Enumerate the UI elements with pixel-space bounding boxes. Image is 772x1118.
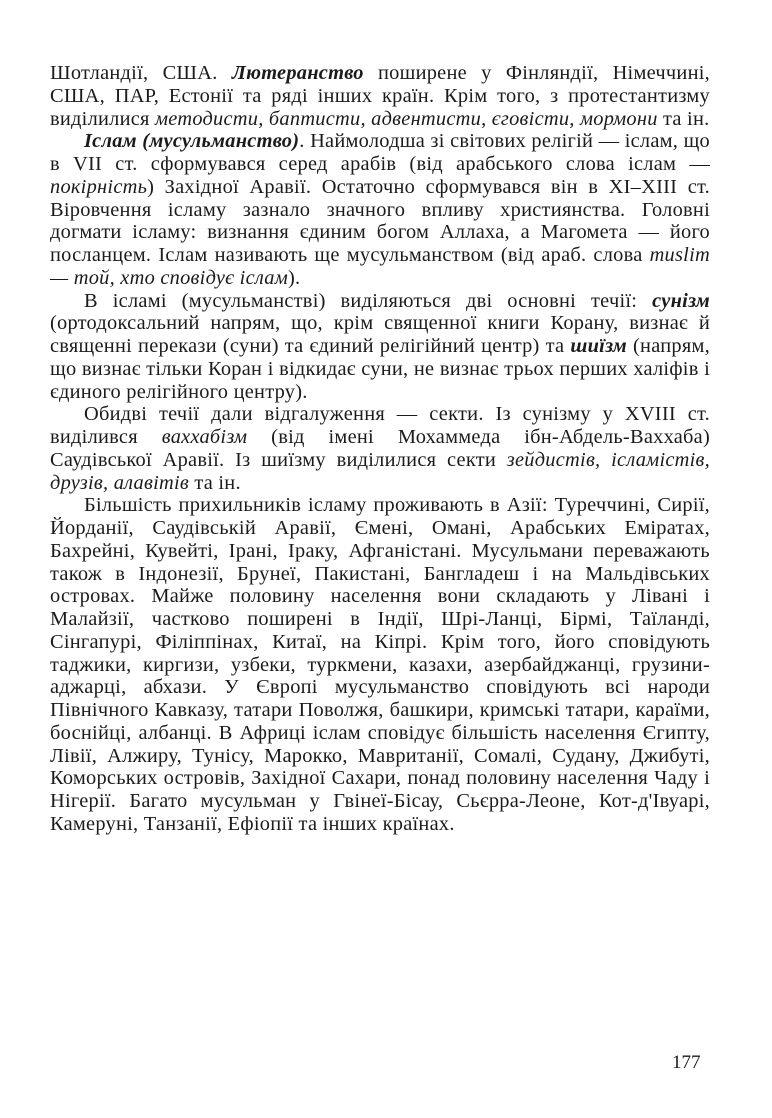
text-segment: та ін.	[657, 107, 710, 130]
term-islam: Іслам (мусульманство)	[84, 130, 300, 153]
text-segment: (від імені Мохаммеда ібн-Абдель-Ваххаба) Саудівської Аравії. Із шиїзму виділилися секти	[50, 426, 711, 471]
page-text-body	[50, 62, 710, 836]
text-segment: ).	[287, 266, 301, 289]
text-segment: В ісламі (мусульманстві) виділяються дві основні течії:	[84, 289, 653, 312]
text-segment: та ін.	[188, 471, 241, 494]
text-segment: ) Західної Аравії. Остаточно сформувався він в XI–XIII ст. Віровчення ісламу зазнало значного впливу християнства. Головні догмати ісламу: визнання єдиним богом Аллаха, а Магомета — його посланцем. Іслам називають ще мусульманством (від араб. слова	[50, 175, 710, 266]
text-segment: (напрям, що визнає тільки Коран і відкидає суни, не визнає трьох перших халіфів і єдиного релігійного центру).	[50, 335, 710, 403]
term-wahhabism: ваххабізм	[161, 426, 248, 448]
text-segment: Шотландії, США.	[50, 62, 232, 84]
text-segment: . Наймолодша зі світових релігій — іслам, що в VII ст. сформувався серед арабів (від арабського слова іслам —	[50, 130, 710, 175]
text-segment: поширене у Фінляндії, Німеччині, США, ПАР, Естонії та ряді інших країн. Крім того, з протестантизму виділилися	[50, 62, 711, 130]
paragraph-islam-branches	[50, 290, 710, 404]
term-muslim: muslim — той, хто сповідує іслам	[50, 244, 710, 289]
text-segment: (ортодоксальний напрям, що, крім священної книги Корану, визнає й священні перекази (суни) та єдиний релігійний центр) та	[50, 312, 710, 357]
page-number: 177	[672, 1052, 701, 1073]
term-sunnism: сунізм	[652, 289, 710, 312]
paragraph-protestant-branches	[50, 62, 710, 130]
paragraph-islam-geography	[50, 494, 710, 835]
term-submission: покірність	[50, 175, 148, 198]
paragraph-islam-sects	[50, 403, 710, 494]
term-protestant-denominations: методисти, баптисти, адвентисти, єговісти, мормони	[155, 107, 658, 130]
text-segment: Більшість прихильників ісламу проживають в Азії: Туреччині, Сирії, Йорданії, Саудівській Аравії, Ємені, Омані, Арабських Еміратах, Бахрейні, Кувейті, Ірані, Іраку, Афганістані. Мусульмани переважають також в Індонезії, Брунеї, Пакистані, Бангладеш і на Мальдівських островах. Майже половину населення вони складають у Лівані і Малайзії, частково поширені в Індії, Шрі-Ланці, Бірмі, Таїланді, Сінгапурі, Філіппінах, Китаї, на Кіпрі. Крім того, його сповідують таджики, киргизи, узбеки, туркмени, казахи, азербайджанці, грузини-аджарці, абхази. У Європі мусульманство сповідують всі народи Північного Кавказу, татари Поволжя, башкири, кримські татари, караїми, боснійці, албанці. В Африці іслам сповідує більшість населення Єгипту, Лівії, Алжиру, Тунісу, Марокко, Мавританії, Сомалі, Судану, Джибуті, Коморських островів, Західної Сахари, понад половину населення Чаду і Нігерії. Багато мусульман у Гвінеї-Бісау, Сьєрра-Леоне, Кот-д'Івуарі, Камеруні, Танзанії, Ефіопії та інших країнах.	[50, 494, 710, 835]
term-lutheranism: Лютеранство	[231, 62, 364, 84]
paragraph-islam-definition	[50, 130, 710, 289]
term-shia-sects: зейдистів, ісламістів, друзів, алавітів	[50, 448, 710, 494]
text-segment: Обидві течії дали відгалуження — секти. Із сунізму у XVIII ст. виділився	[50, 403, 710, 448]
term-shiism: шиїзм	[570, 335, 627, 357]
